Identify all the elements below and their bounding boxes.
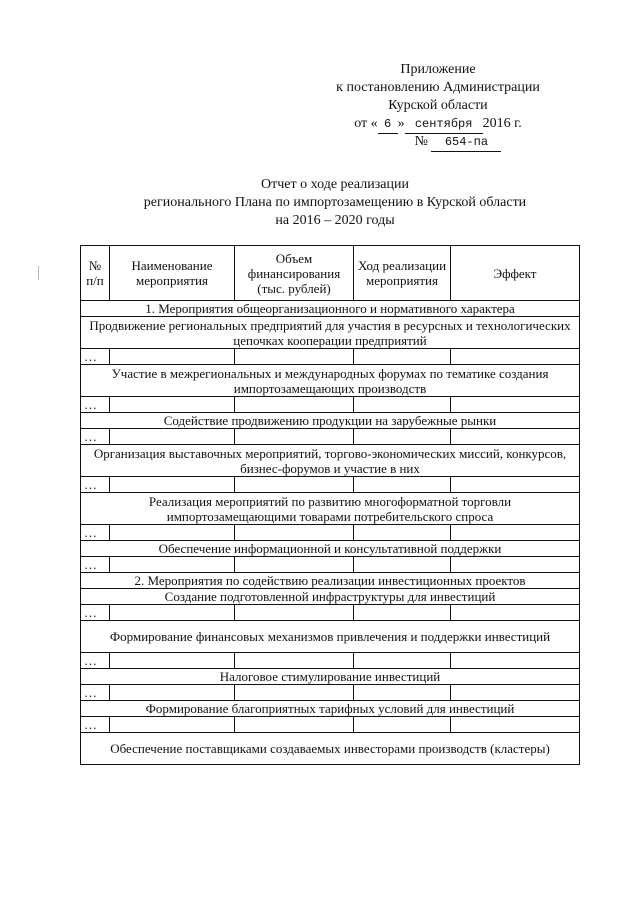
table-row [81,349,580,365]
section-title: Обеспечение поставщиками создаваемых инвесторами производств (кластеры) [81,733,580,765]
row-number-placeholder: … [81,477,110,493]
col-header-progress: Ход реализации мероприятия [354,246,451,301]
section-row [81,733,580,765]
date-prefix: от « [354,116,378,131]
table-cell [235,477,354,493]
table-cell [354,653,451,669]
table-cell [110,525,235,541]
table-cell [110,605,235,621]
report-title [100,176,570,230]
section-title: Формирование благоприятных тарифных условий для инвестиций [81,701,580,717]
row-number-placeholder: … [81,525,110,541]
table-cell [451,685,580,701]
date-day: 6 [378,115,398,134]
table-cell [451,717,580,733]
section-title: Участие в межрегиональных и международных форумах по тематике создания импортозамещающих производств [81,365,580,397]
title-line-1: Отчет о ходе реализации [261,177,409,192]
section-title: Формирование финансовых механизмов привлечения и поддержки инвестиций [81,621,580,653]
table-cell [451,349,580,365]
table-cell [235,685,354,701]
table-cell [235,349,354,365]
section-row [81,589,580,605]
report-table [80,245,580,765]
table-cell [451,605,580,621]
table-row [81,557,580,573]
table-cell [235,525,354,541]
table-row [81,685,580,701]
date-mid: » [397,116,405,131]
number-line [318,133,558,152]
table-cell [235,557,354,573]
table-cell [451,557,580,573]
table-row [81,653,580,669]
table-cell [110,397,235,413]
section-title: Обеспечение информационной и консультативной поддержки [81,541,580,557]
title-line-2: регионального Плана по импортозамещению в Курской области [143,195,527,210]
table-cell [235,653,354,669]
section-title: Создание подготовленной инфраструктуры для инвестиций [81,589,580,605]
table-cell [235,429,354,445]
section-row [81,317,580,349]
date-year: 2016 г. [482,116,522,131]
appendix-label: Приложение [400,62,476,77]
table-cell [451,653,580,669]
section-row [81,365,580,397]
col-header-name: Наименование мероприятия [110,246,235,301]
row-number-placeholder: … [81,605,110,621]
table-row [81,717,580,733]
resolution-line: к постановлению Администрации [336,80,540,95]
table-cell [110,429,235,445]
table-cell [451,397,580,413]
table-cell [354,477,451,493]
approval-header [318,61,558,152]
table-cell [354,717,451,733]
table-header-row [81,246,580,301]
row-number-placeholder: … [81,685,110,701]
margin-mark [38,266,39,280]
table-cell [354,349,451,365]
table-cell [354,685,451,701]
table-row [81,525,580,541]
table-cell [235,605,354,621]
section-title: Реализация мероприятий по развитию многоформатной торговли импортозамещающими товарами потребительского спроса [81,493,580,525]
table-row [81,429,580,445]
table-row [81,605,580,621]
section-row [81,573,580,589]
section-row [81,301,580,317]
table-cell [354,525,451,541]
region-line: Курской области [388,98,488,113]
section-title: Содействие продвижению продукции на зарубежные рынки [81,413,580,429]
section-row [81,541,580,557]
section-row [81,445,580,477]
table-cell [354,429,451,445]
table-cell [451,525,580,541]
section-title: Организация выставочных мероприятий, торгово-экономических миссий, конкурсов, бизнес-форумов и участие в них [81,445,580,477]
table-cell [354,397,451,413]
table-cell [110,557,235,573]
row-number-placeholder: … [81,429,110,445]
table-cell [110,349,235,365]
title-line-3: на 2016 – 2020 годы [275,213,395,228]
date-line [318,115,558,133]
table-cell [110,477,235,493]
row-number-placeholder: … [81,397,110,413]
table-cell [110,685,235,701]
table-row [81,477,580,493]
col-header-funding: Объем финансирования (тыс. рублей) [235,246,354,301]
section-title: 2. Мероприятия по содействию реализации инвестиционных проектов [81,573,580,589]
table-cell [354,605,451,621]
table-cell [235,717,354,733]
row-number-placeholder: … [81,717,110,733]
table-cell [451,429,580,445]
section-row [81,413,580,429]
col-header-effect: Эффект [451,246,580,301]
table-cell [354,557,451,573]
section-title: Продвижение региональных предприятий для участия в ресурсных и технологических цепочках кооперации предприятий [81,317,580,349]
table-cell [235,397,354,413]
table-cell [451,477,580,493]
number-prefix: № [414,134,428,149]
section-row [81,493,580,525]
section-title: 1. Мероприятия общеорганизационного и нормативного характера [81,301,580,317]
section-row [81,621,580,653]
table-cell [110,717,235,733]
row-number-placeholder: … [81,349,110,365]
section-title: Налоговое стимулирование инвестиций [81,669,580,685]
document-number: 654-па [431,133,501,152]
date-month: сентября [405,115,483,134]
section-row [81,701,580,717]
table-cell [110,653,235,669]
row-number-placeholder: … [81,557,110,573]
section-row [81,669,580,685]
row-number-placeholder: … [81,653,110,669]
col-header-number: № п/п [81,246,110,301]
table-row [81,397,580,413]
